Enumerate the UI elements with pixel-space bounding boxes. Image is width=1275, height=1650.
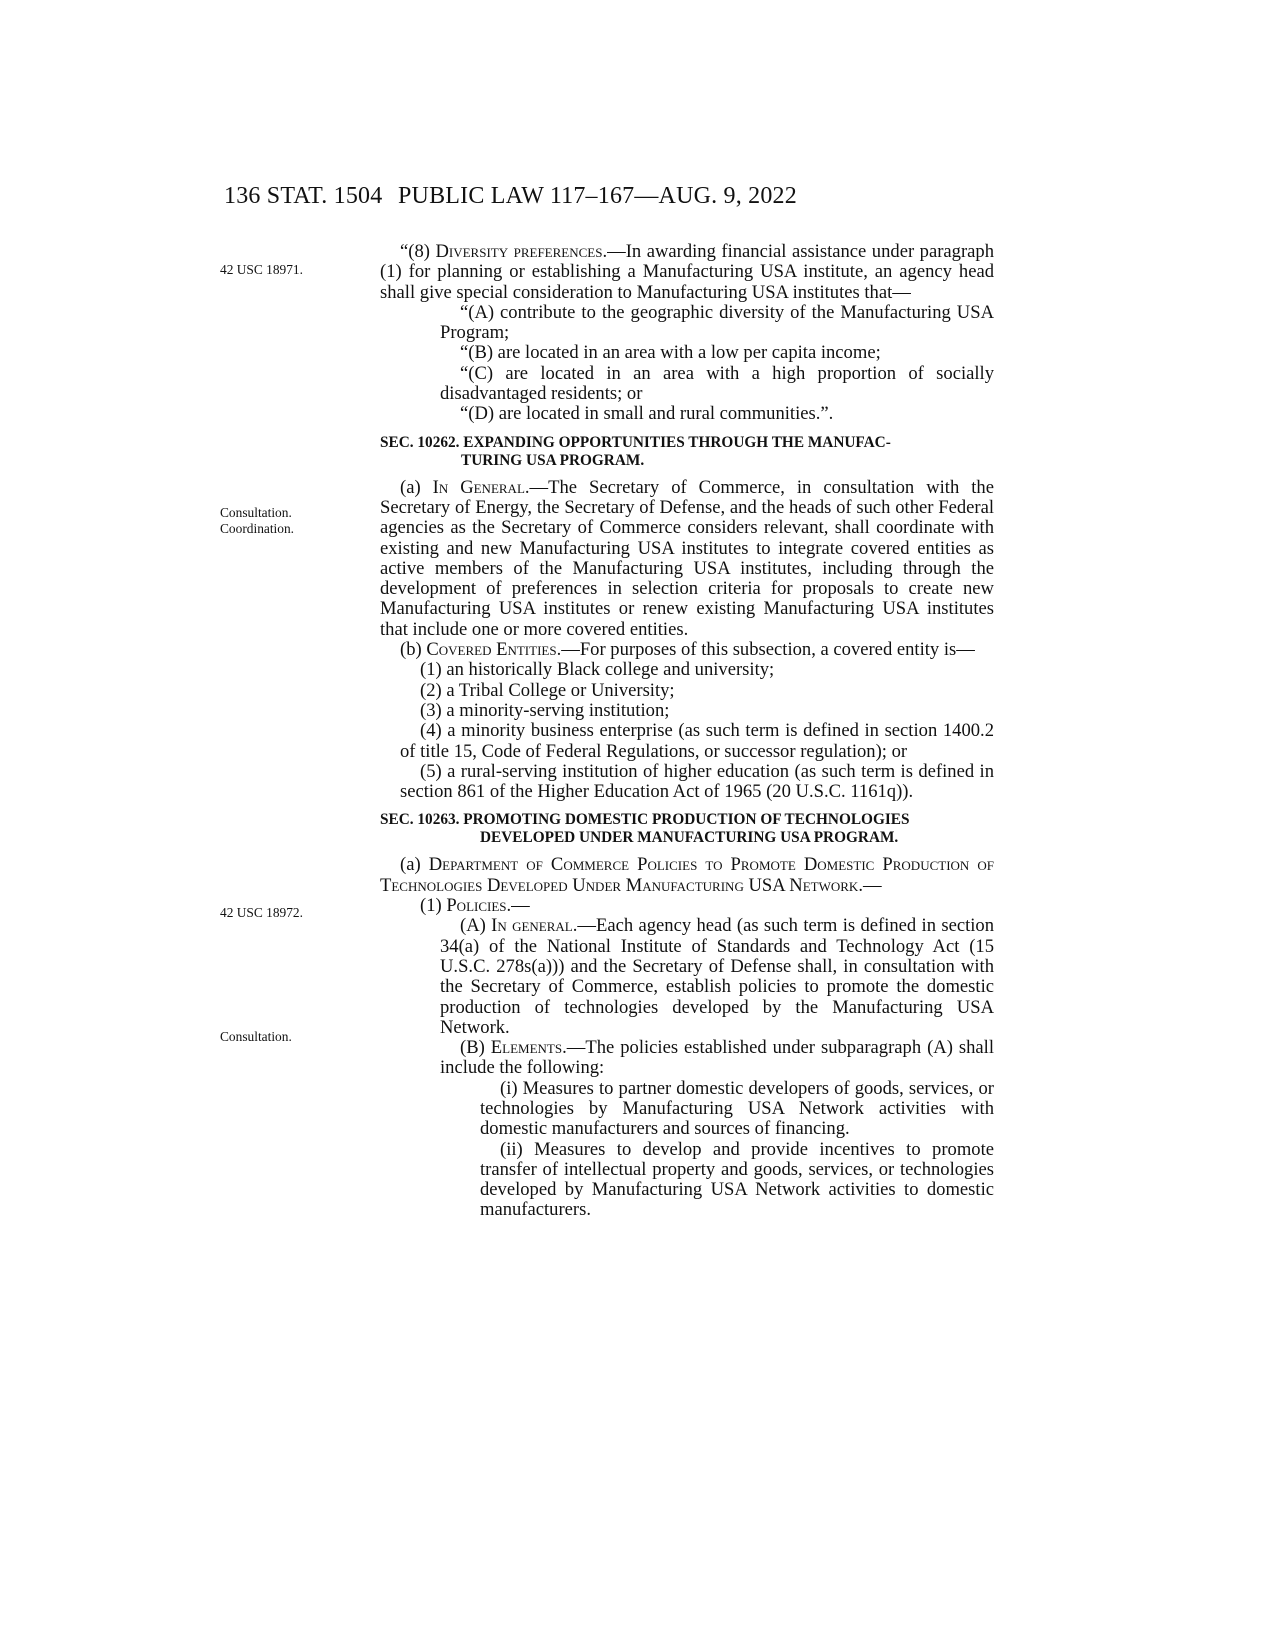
stat-page-number: 136 STAT. 1504 [224,183,383,209]
covered-entity-3: (3) a minority-serving institution; [420,699,670,721]
section-10263-a-1-B-ii: (ii) Measures to develop and provide incentives to promote transfer of intellectual property and goods, services, or technologies developed by Manufacturing USA Network activities to domestic manufacturers. [480,1138,994,1221]
section-10263-a: (a) Department of Commerce Policies to Promote Domestic Production of Technologies Developed Under Manufacturing USA Network.— [380,854,994,896]
covered-entity-2: (2) a Tribal College or University; [420,679,675,701]
covered-entity-5: (5) a rural-serving institution of higher education (as such term is defined in section 861 of the Higher Education Act of 1965 (20 U.S.C. 1161q)). [400,760,994,803]
margin-note-usc-18971: 42 USC 18971. [220,262,303,277]
section-10263-a-1-B-i: (i) Measures to partner domestic developers of goods, services, or technologies by Manufacturing USA Network activities with domestic manufacturers and sources of financing. [480,1077,994,1140]
covered-entity-1: (1) an historically Black college and university; [420,659,775,681]
section-10263-a-1-A: (A) In general.—Each agency head (as such term is defined in section 34(a) of the National Institute of Standards and Technology Act (15 U.S.C. 278s(a))) and the Secretary of Defense shall, in consultation with the Secretary of Commerce, establish policies to promote the domestic production of technologies developed by the Manufacturing USA Network. [440,915,995,1038]
section-10262-b: (b) Covered Entities.—For purposes of this subsection, a covered entity is— [400,639,975,661]
margin-note-usc-18972: 42 USC 18972. [220,905,303,920]
margin-note-consultation-2: Consultation. [220,1029,292,1044]
section-10262-a: (a) In General.—The Secretary of Commerce, in consultation with the Secretary of Energy, the Secretary of Defense, and the heads of such other Federal agencies as the Secretary of Commerce considers relevant, shall coordinate with existing and new Manufacturing USA institutes to integrate covered entities as active members of the Manufacturing USA institutes, including through the development of preferences in selection criteria for proposals to create new Manufacturing USA institutes or renew existing Manufacturing USA institutes that include one or more covered entities. [380,476,994,640]
margin-note-coordination: Coordination. [220,521,295,536]
section-10263-a-1: (1) Policies.— [420,895,530,917]
paragraph-8: “(8) Diversity preferences.—In awarding financial assistance under paragraph (1) for planning or establishing a Manufacturing USA institute, an agency head shall give special consideration to Manufacturing USA institutes that— [380,241,994,303]
section-10262-heading: SEC. 10262. EXPANDING OPPORTUNITIES THROUGH THE MANUFAC- TURING USA PROGRAM. [380,433,891,469]
paragraph-8-d: “(D) are located in small and rural communities.”. [460,403,834,425]
margin-note-consultation: Consultation. [220,505,292,520]
section-10263-heading: SEC. 10263. PROMOTING DOMESTIC PRODUCTION OF TECHNOLOGIES DEVELOPED UNDER MANUFACTURING USA PROGRAM. [380,811,910,847]
paragraph-8-c: “(C) are located in an area with a high proportion of socially disadvantaged residents; or [440,362,994,405]
section-10263-a-1-B: (B) Elements.—The policies established under subparagraph (A) shall include the following: [440,1037,995,1079]
paragraph-8-a: “(A) contribute to the geographic diversity of the Manufacturing USA Program; [440,301,994,344]
document-body [380,242,994,1221]
paragraph-8-b: “(B) are located in an area with a low per capita income; [460,342,881,364]
public-law-title: PUBLIC LAW 117–167—AUG. 9, 2022 [398,183,797,209]
covered-entity-4: (4) a minority business enterprise (as such term is defined in section 1400.2 of title 15, Code of Federal Regulations, or successor regulation); or [400,720,994,762]
